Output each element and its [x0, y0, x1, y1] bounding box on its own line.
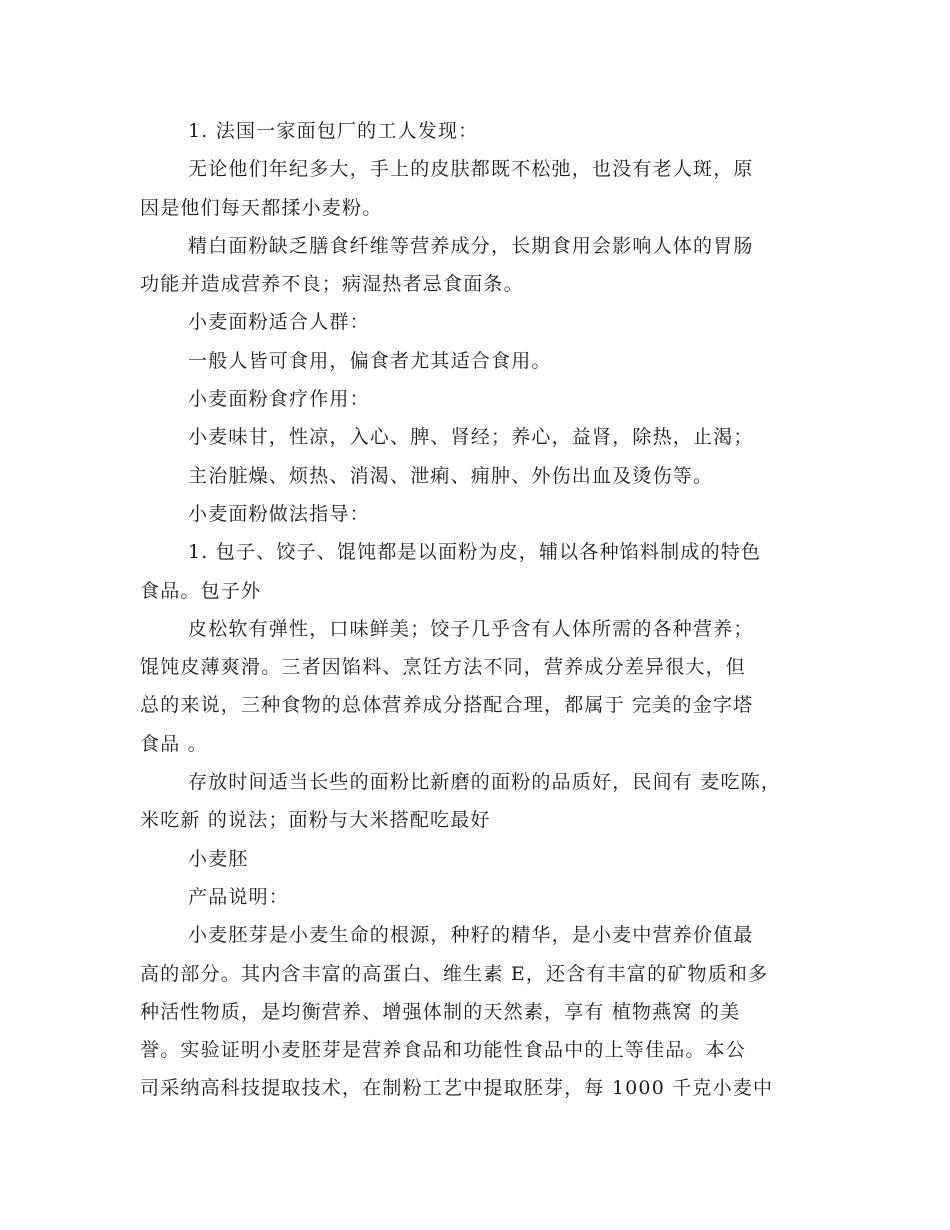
text-line: 小麦面粉做法指导： [188, 502, 370, 525]
text-line: 馄饨皮薄爽滑。三者因馅料、烹饪方法不同，营养成分差异很大，但 [140, 656, 747, 679]
text-line: 产品说明： [188, 885, 290, 908]
text-line: 主治脏燥、烦热、消渴、泄痢、痈肿、外伤出血及烫伤等。 [188, 464, 714, 487]
text-line: 存放时间适当长些的面粉比新磨的面粉的品质好，民间有 麦吃陈， [188, 771, 782, 794]
text-line: 无论他们年纪多大，手上的皮肤都既不松弛，也没有老人斑，原 [188, 158, 754, 181]
text-line: 誉。实验证明小麦胚芽是营养食品和功能性食品中的上等佳品。本公 [140, 1039, 747, 1062]
text-line: 小麦面粉适合人群： [188, 311, 370, 334]
text-line: 食品。包子外 [140, 579, 262, 602]
text-line: 1. 法国一家面包厂的工人发现： [188, 120, 479, 142]
text-line: 一般人皆可食用，偏食者尤其适合食用。 [188, 349, 552, 372]
text-line: 小麦胚芽是小麦生命的根源，种籽的精华，是小麦中营养价值最 [188, 924, 754, 947]
text-line: 米吃新 的说法；面粉与大米搭配吃最好 [140, 809, 491, 832]
text-line: 功能并造成营养不良；病湿热者忌食面条。 [140, 273, 524, 296]
text-line: 皮松软有弹性，口味鲜美；饺子几乎含有人体所需的各种营养； [188, 617, 754, 640]
text-line: 小麦面粉食疗作用： [188, 388, 370, 411]
text-line: 食品 。 [140, 732, 208, 755]
text-line: 因是他们每天都揉小麦粉。 [140, 196, 383, 219]
document-body [140, 112, 820, 1108]
text-line: 小麦胚 [188, 847, 249, 870]
text-line: 精白面粉缺乏膳食纤维等营养成分，长期食用会影响人体的胃肠 [188, 234, 754, 257]
text-line: 高的部分。其内含丰富的高蛋白、维生素 E，还含有丰富的矿物质和多 [140, 962, 769, 985]
text-line: 小麦味甘，性凉，入心、脾、肾经；养心，益肾，除热，止渴； [188, 426, 754, 449]
text-line: 司采纳高科技提取技术，在制粉工艺中提取胚芽，每 1000 千克小麦中 [140, 1077, 774, 1100]
text-line: 总的来说，三种食物的总体营养成分搭配合理，都属于 完美的金字塔 [140, 694, 754, 717]
text-line: 1. 包子、饺子、馄饨都是以面粉为皮，辅以各种馅料制成的特色 [188, 541, 762, 564]
text-line: 种活性物质，是均衡营养、增强体制的天然素，享有 植物燕窝 的美 [140, 1000, 741, 1023]
